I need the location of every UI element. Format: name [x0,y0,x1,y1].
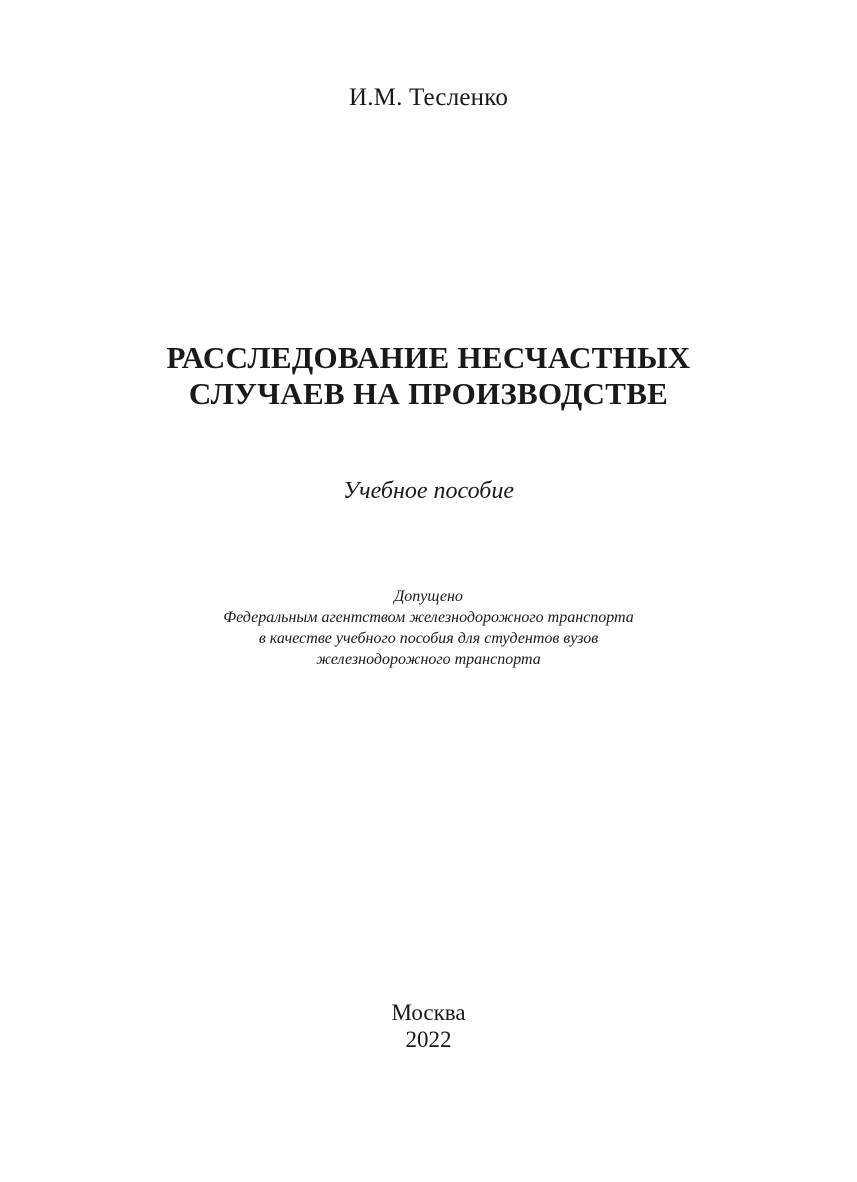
publication-year: 2022 [405,1027,452,1052]
book-subtitle: Учебное пособие [342,478,515,504]
publication-imprint [0,999,857,1053]
author-name: И.М. Тесленко [348,84,509,111]
approval-line-1: Допущено [394,588,463,605]
book-title-line-1: РАССЛЕДОВАНИЕ НЕСЧАСТНЫХ [166,340,691,375]
book-title-line-2: СЛУЧАЕВ НА ПРОИЗВОДСТВЕ [188,376,669,411]
publication-city: Москва [391,1000,466,1025]
approval-line-4: железнодорожного транспорта [316,651,541,668]
book-title [0,340,857,412]
approval-line-3: в качестве учебного пособия для студентов вузов [258,630,599,647]
approval-line-2: Федеральным агентством железнодорожного транспорта [223,609,634,626]
approval-note [0,586,857,670]
